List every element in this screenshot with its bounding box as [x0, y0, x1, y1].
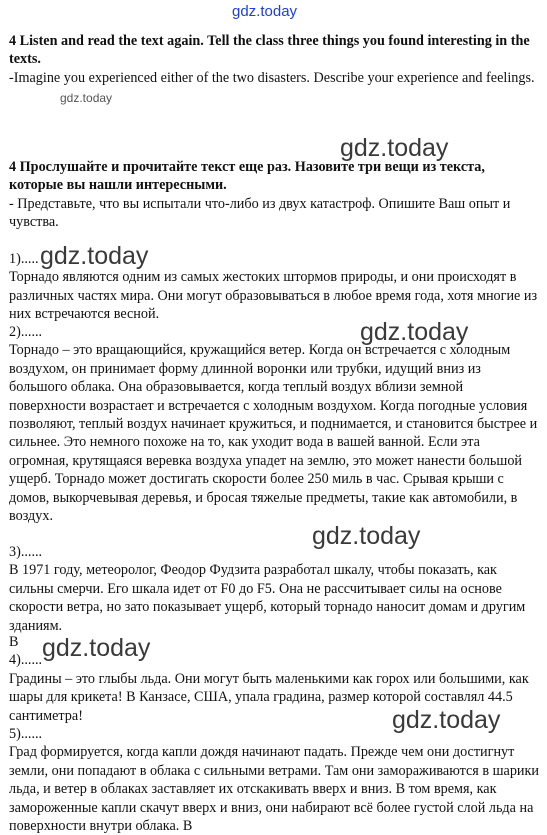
watermark-4: gdz.today [360, 318, 469, 346]
section-text: Град формируется, когда капли дождя начинают падать. Прежде чем они достигнут земли, они попадают в облака с сильными ветрами. Там они замораживаются в шарики льда, и ветер в облаках заставляет их отскакивать вверх и вниз. В том время, как замороженные капли скачут вверх и вниз, они набирают всё более густой слой льда на поверхности внутри облака. В [9, 744, 540, 835]
section-number: 3)...... [9, 544, 43, 560]
section-text: В 1971 году, метеоролог, Феодор Фудзита разработал шкалу, чтобы показать, как сильны смерчи. Его шкала идет от F0 до F5. Она не рассчитывает силы на основе скорости ветра, но зато показывает ущерб, который торнадо наносит домам и другим зданиям. [9, 562, 526, 634]
section-text: Торнадо – это вращающийся, кружащийся ветер. Когда он встречается с холодным воздухом, он принимает форму длинной воронки или трубки, идущий вниз из большого облака. Она образовывается, когда теплый воздух вблизи земной поверхности возрастает и встречается с холодным воздухом. Когда погодные условия позволяют, теплый воздух начинает кружиться, и поднимается, и становится быстрее и сильнее. Это немного похоже на то, как уходит вода в вашей ванной. Если эта огромная, крутящаяся веревка воздуха упадет на землю, это может нанести большой ущерб. Торнадо может достигать скорости более 250 миль в час. Срывая крыши с домов, выкорчевывая деревья, и бросая тяжелые предметы, такие как автомобили, в воздух. [9, 342, 538, 525]
task-en [9, 32, 539, 87]
section-3 [9, 543, 539, 635]
section-text: Торнадо являются одним из самых жестоких штормов природы, и они происходят в различных частях мира. Они могут образовываться в любое время года, хотя многие из них встречаются весной. [9, 269, 538, 323]
watermark-2: gdz.today [340, 134, 449, 162]
section-1 [9, 250, 539, 324]
section-number: 1)..... [9, 251, 39, 267]
watermark-5: gdz.today [312, 522, 421, 550]
task-ru [9, 158, 539, 232]
task-en-instruction: -Imagine you experienced either of the two disasters. Describe your experience and feelings. [9, 69, 535, 86]
task-ru-instruction: - Представьте, что вы испытали что-либо из двух катастроф. Опишите Ваш опыт и чувства. [9, 195, 511, 231]
section-text: Градины – это глыбы льда. Они могут быть маленькими как горох или большими, как шары для крикета! В Канзасе, США, упала градина, размер которой составлял 44.5 сантиметра! [9, 670, 529, 724]
section-5 [9, 725, 539, 835]
section-number: 2)...... [9, 324, 43, 340]
section-number: 5)...... [9, 726, 43, 742]
section-lead: В [9, 634, 19, 650]
task-ru-title: 4 Прослушайте и прочитайте текст еще раз. Назовите три вещи из текста, которые вы нашли интересными. [9, 159, 485, 194]
task-en-title: 4 Listen and read the text again. Tell the class three things you found interesting in the texts. [9, 33, 530, 68]
watermark-top: gdz.today [232, 3, 298, 20]
section-2 [9, 323, 539, 525]
section-number: 4)...... [9, 652, 43, 669]
watermark-1: gdz.today [60, 91, 113, 105]
watermark-7: gdz.today [392, 706, 501, 734]
watermark-6: gdz.today [42, 634, 151, 662]
watermark-3: gdz.today [40, 242, 149, 270]
